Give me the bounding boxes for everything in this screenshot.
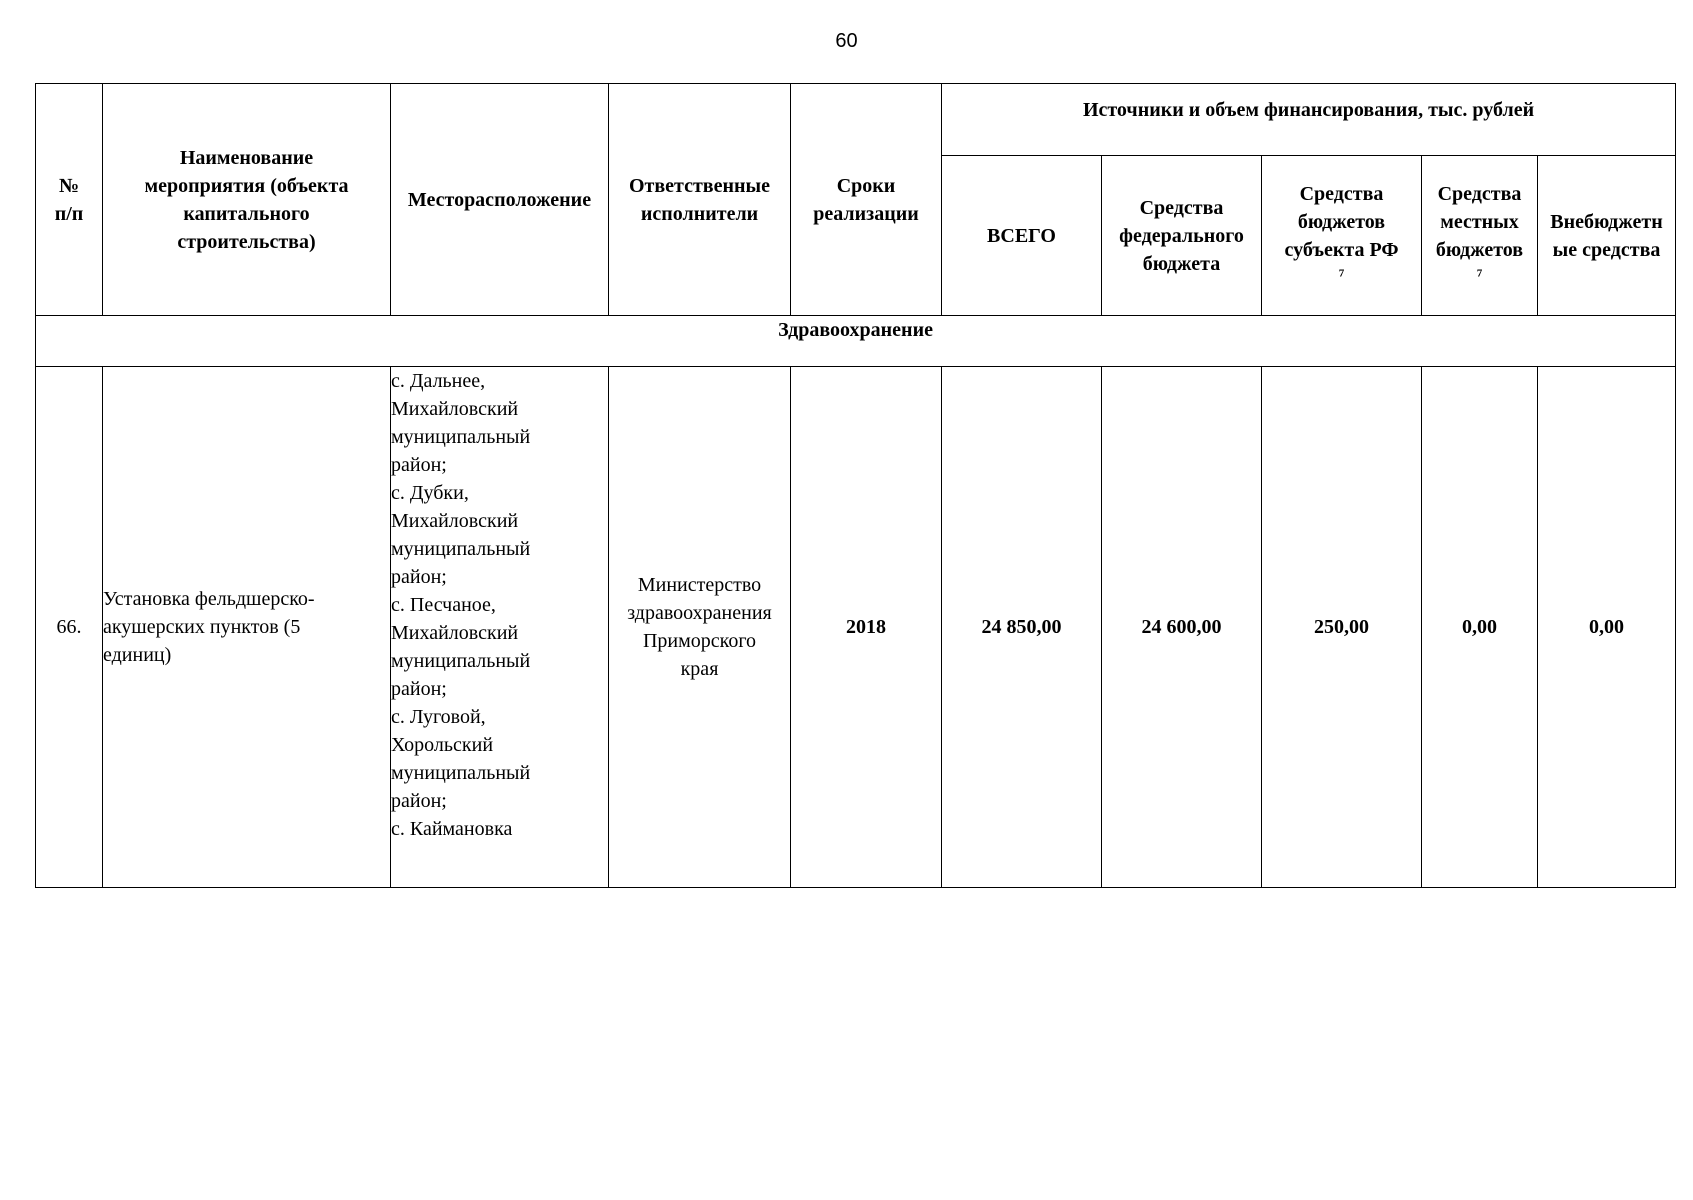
- header-location: Месторасположение: [391, 84, 609, 316]
- table-row: [36, 367, 1676, 888]
- header-regional: Средства бюджетов субъекта РФ $^7$: [1262, 156, 1422, 316]
- footnote-mark: 7: [1476, 266, 1483, 279]
- row-extra: 0,00: [1538, 367, 1676, 888]
- section-row: [36, 316, 1676, 367]
- header-financing-group: Источники и объем финансирования, тыс. рублей: [942, 84, 1676, 156]
- section-title: Здравоохранение: [36, 316, 1676, 367]
- row-federal: 24 600,00: [1102, 367, 1262, 888]
- header-total: ВСЕГО: [942, 156, 1102, 316]
- header-num: № п/п: [36, 84, 103, 316]
- row-responsible: Министерство здравоохранения Приморского края: [609, 367, 791, 888]
- financing-table: [35, 83, 1676, 888]
- header-responsible: Ответственные исполнители: [609, 84, 791, 316]
- header-extra: Внебюджетн ые средства: [1538, 156, 1676, 316]
- row-total: 24 850,00: [942, 367, 1102, 888]
- page-number: 60: [835, 30, 858, 52]
- footnote-mark: 7: [1338, 266, 1345, 279]
- header-federal: Средства федерального бюджета: [1102, 156, 1262, 316]
- row-name: Установка фельдшерско- акушерских пунктов (5 единиц): [103, 367, 391, 888]
- row-term: 2018: [791, 367, 942, 888]
- header-row-top: [36, 84, 1676, 156]
- row-location: с. Дальнее, Михайловский муниципальный район; с. Дубки, Михайловский муниципальный район; с. Песчаное, Михайловский муниципальный район; с. Луговой, Хорольский муниципальный район; с. Каймановка: [391, 367, 609, 888]
- row-num: 66.: [36, 367, 103, 888]
- header-local: Средства местных бюджетов $^7$: [1422, 156, 1538, 316]
- row-local: 0,00: [1422, 367, 1538, 888]
- row-regional: 250,00: [1262, 367, 1422, 888]
- header-terms: Сроки реализации: [791, 84, 942, 316]
- header-name: Наименование мероприятия (объекта капитального строительства): [103, 84, 391, 316]
